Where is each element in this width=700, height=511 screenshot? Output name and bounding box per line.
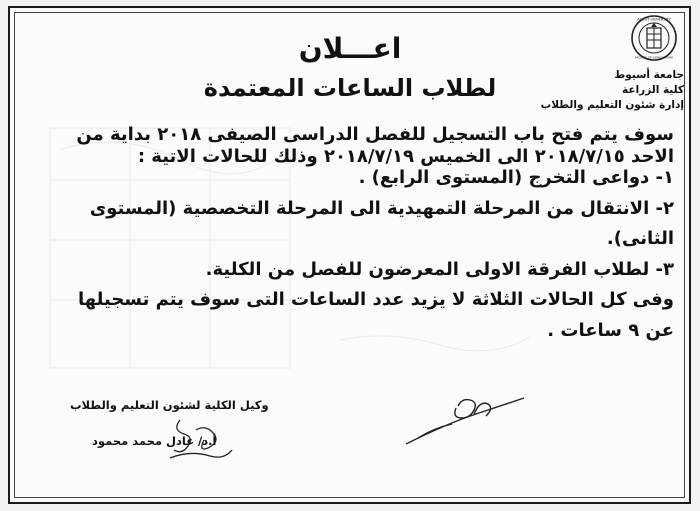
logo-text-top: ASSIUT UNIVERSITY <box>637 17 671 22</box>
handwritten-signature-icon <box>400 392 530 450</box>
body-line: الثانى). <box>606 228 674 249</box>
faculty-name: كلية الزراعة <box>622 84 684 96</box>
notice-title: اعـــلان <box>298 32 402 65</box>
signatory-title: وكيل الكلية لشئون التعليم والطلاب <box>70 398 269 412</box>
logo-text-bottom: FACULTY OF AGRICULTURE <box>634 55 674 60</box>
signatory-name: أ.د/ عادل محمد محمود <box>92 434 217 448</box>
university-name: جامعة أسيوط <box>614 69 684 81</box>
body-line: ٣- لطلاب الفرقة الاولى المعرضون للفصل من الكلية. <box>205 258 674 280</box>
body-line: وفى كل الحالات الثلاثة لا يزيد عدد الساعات التى سوف يتم تسجيلها <box>77 289 674 310</box>
notice-body <box>34 124 674 341</box>
body-line: سوف يتم فتح باب التسجيل للفصل الدراسى الصيفى ٢٠١٨ بداية من <box>76 124 674 145</box>
body-line: الاحد ٢٠١٨/٧/١٥ الى الخميس ٢٠١٨/٧/١٩ وذلك للحالات الاتية : <box>137 145 674 167</box>
notice-subtitle: لطلاب الساعات المعتمدة <box>203 74 497 102</box>
body-line: ٢- الانتقال من المرحلة التمهيدية الى المرحلة التخصصية (المستوى <box>89 197 674 219</box>
department-name: إدارة شئون التعليم والطلاب <box>540 99 684 111</box>
body-line: عن ٩ ساعات . <box>547 319 674 341</box>
body-line: ١- دواعى التخرج (المستوى الرابع) . <box>358 167 674 188</box>
